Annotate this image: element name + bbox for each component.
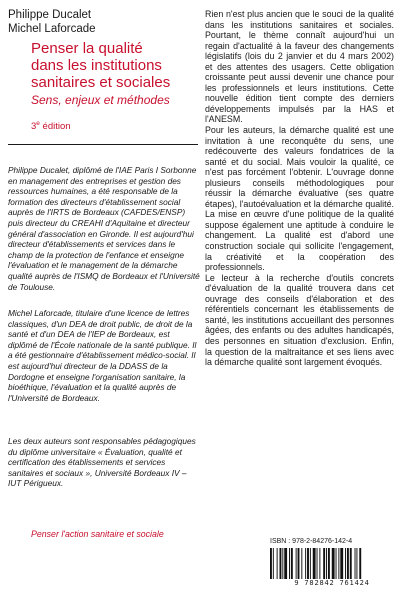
title-line: Penser la qualité [31,40,143,57]
book-title [31,40,201,91]
barcode-bar [345,548,346,580]
bio-ducalet: Philippe Ducalet, diplômé de l'IAE Paris I Sorbonne en management des entreprises et gestion des ressources humaines, a été responsable de la formation des directeurs d'établissement social auprès de l'IRTS de Bordeaux (CAFDES/ENSP) puis directeur du CREAHI d'Aquitaine et directeur général d'association en Gironde. Il est aujourd'hui directeur d'établissements et services dans le champ de la protection de l'enfance et enseigne l'évaluation et le management de la démarche qualité auprès de l'ISMQ de Bordeaux et l'Université de Toulouse. [8,165,200,292]
barcode-bar [298,548,300,580]
barcode-bar [307,548,309,580]
isbn: ISBN : 978-2-84276-142-4 [270,538,353,545]
barcode-bar [340,548,343,580]
barcode-bar [323,548,325,580]
edition-number: 3 [31,121,37,133]
barcode-bar [296,548,297,580]
title-line: dans les institutions [31,57,162,74]
barcode-bar [291,548,293,580]
barcode-bar [313,548,316,580]
authors [8,8,188,36]
title-block [31,40,201,133]
barcode-bar [328,548,330,580]
barcode-bar [317,548,318,580]
barcode-bar [347,548,349,580]
barcode-bar [270,548,272,580]
barcode-bar [336,548,337,580]
bio-both-authors: Les deux auteurs sont responsables pédagogiques du diplôme universitaire « Évaluation, qualité et certification des établissements et services sanitaires et sociaux », Université Bordeaux IV – IUT Périgueux. [8,436,196,489]
paragraph: Rien n'est plus ancien que le souci de la qualité dans les institutions sanitaires et sociales. Pourtant, le thème connaît aujourd'hui un regain d'actualité à la faveur des changements législatifs (lois du 2 janvier et du 4 mars 2002) et des attentes des usagers. Cette obligation croissante peut aussi devenir une chance pour les professionnels et leurs institutions. Cette nouvelle édition tient compte des derniers développements impulsés par la HAS et l'ANESM. [205,9,394,125]
paragraph: Pour les auteurs, la démarche qualité est une invitation à une reconquête du sens, une redécouverte des valeurs fondatrices de la santé et du social. Mais vouloir la qualité, ce n'est pas forcément l'obtenir. L'ouvrage donne plusieurs conseils méthodologiques pour réussir la démarche évaluative (ses quatre étapes), l'autoévaluation et la démarche qualité. La mise en œuvre d'une politique de la qualité suppose également une aptitude à conduire le changement. La qualité est d'abord une construction sociale qui sollicite l'engagement, la créativité et la coopération des professionnels. [205,125,394,273]
barcode-bar [305,548,306,580]
barcode-bar [338,548,339,580]
collection-name: Penser l'action sanitaire et sociale [31,529,164,539]
author-name: Michel Laforcade [8,23,96,35]
edition [31,118,201,133]
barcode-bar [326,548,327,580]
barcode-bar [284,548,287,580]
barcode-digits: 9 782842 761424 [268,579,396,587]
divider [8,144,198,145]
title-line: sanitaires et sociales [31,74,171,91]
barcode-bar [301,548,302,580]
barcode-bar [280,548,282,580]
barcode-bar [310,548,311,580]
barcode-bar [319,548,320,580]
barcode-bar [355,548,356,580]
barcode-bar [359,548,361,580]
barcode-bar [350,548,352,580]
edition-suffix: e [36,120,40,127]
barcode-bar [289,548,290,580]
paragraph: Le lecteur à la recherche d'outils concrets d'évaluation de la qualité trouvera dans cet ouvrage des conseils d'élaboration et des référentiels concernant les établissements de santé, les institutions accueillant des personnes âgées, des enfants ou des adultes handicapés, des personnes en situation d'exclusion. Enfin, la question de la maltraitance et ses liens avec la démarche qualité sont largement évoqués. [205,272,394,368]
back-cover-text [205,9,394,368]
author-name: Philippe Ducalet [8,9,92,21]
book-subtitle: Sens, enjeux et méthodes [31,93,170,107]
barcode-bar [282,548,283,580]
barcode-bar [332,548,335,580]
bio-laforcade: Michel Laforcade, titulaire d'une licence de lettres classiques, d'un DEA de droit public, de droit de la santé et d'un DEA de l'IEP de Bordeaux, est diplômé de l'École nationale de la santé publique. Il a été gestionnaire d'établissement médico-social. Il est aujourd'hui directeur de la DDASS de la Dordogne et enseigne l'organisation sanitaire, la bioéthique, l'évaluation et la qualité auprès de l'Université de Bordeaux. [8,308,197,403]
edition-label: édition [39,121,71,133]
barcode-bar [356,548,357,580]
barcode-bar [273,548,274,580]
barcode-bar [277,548,278,580]
